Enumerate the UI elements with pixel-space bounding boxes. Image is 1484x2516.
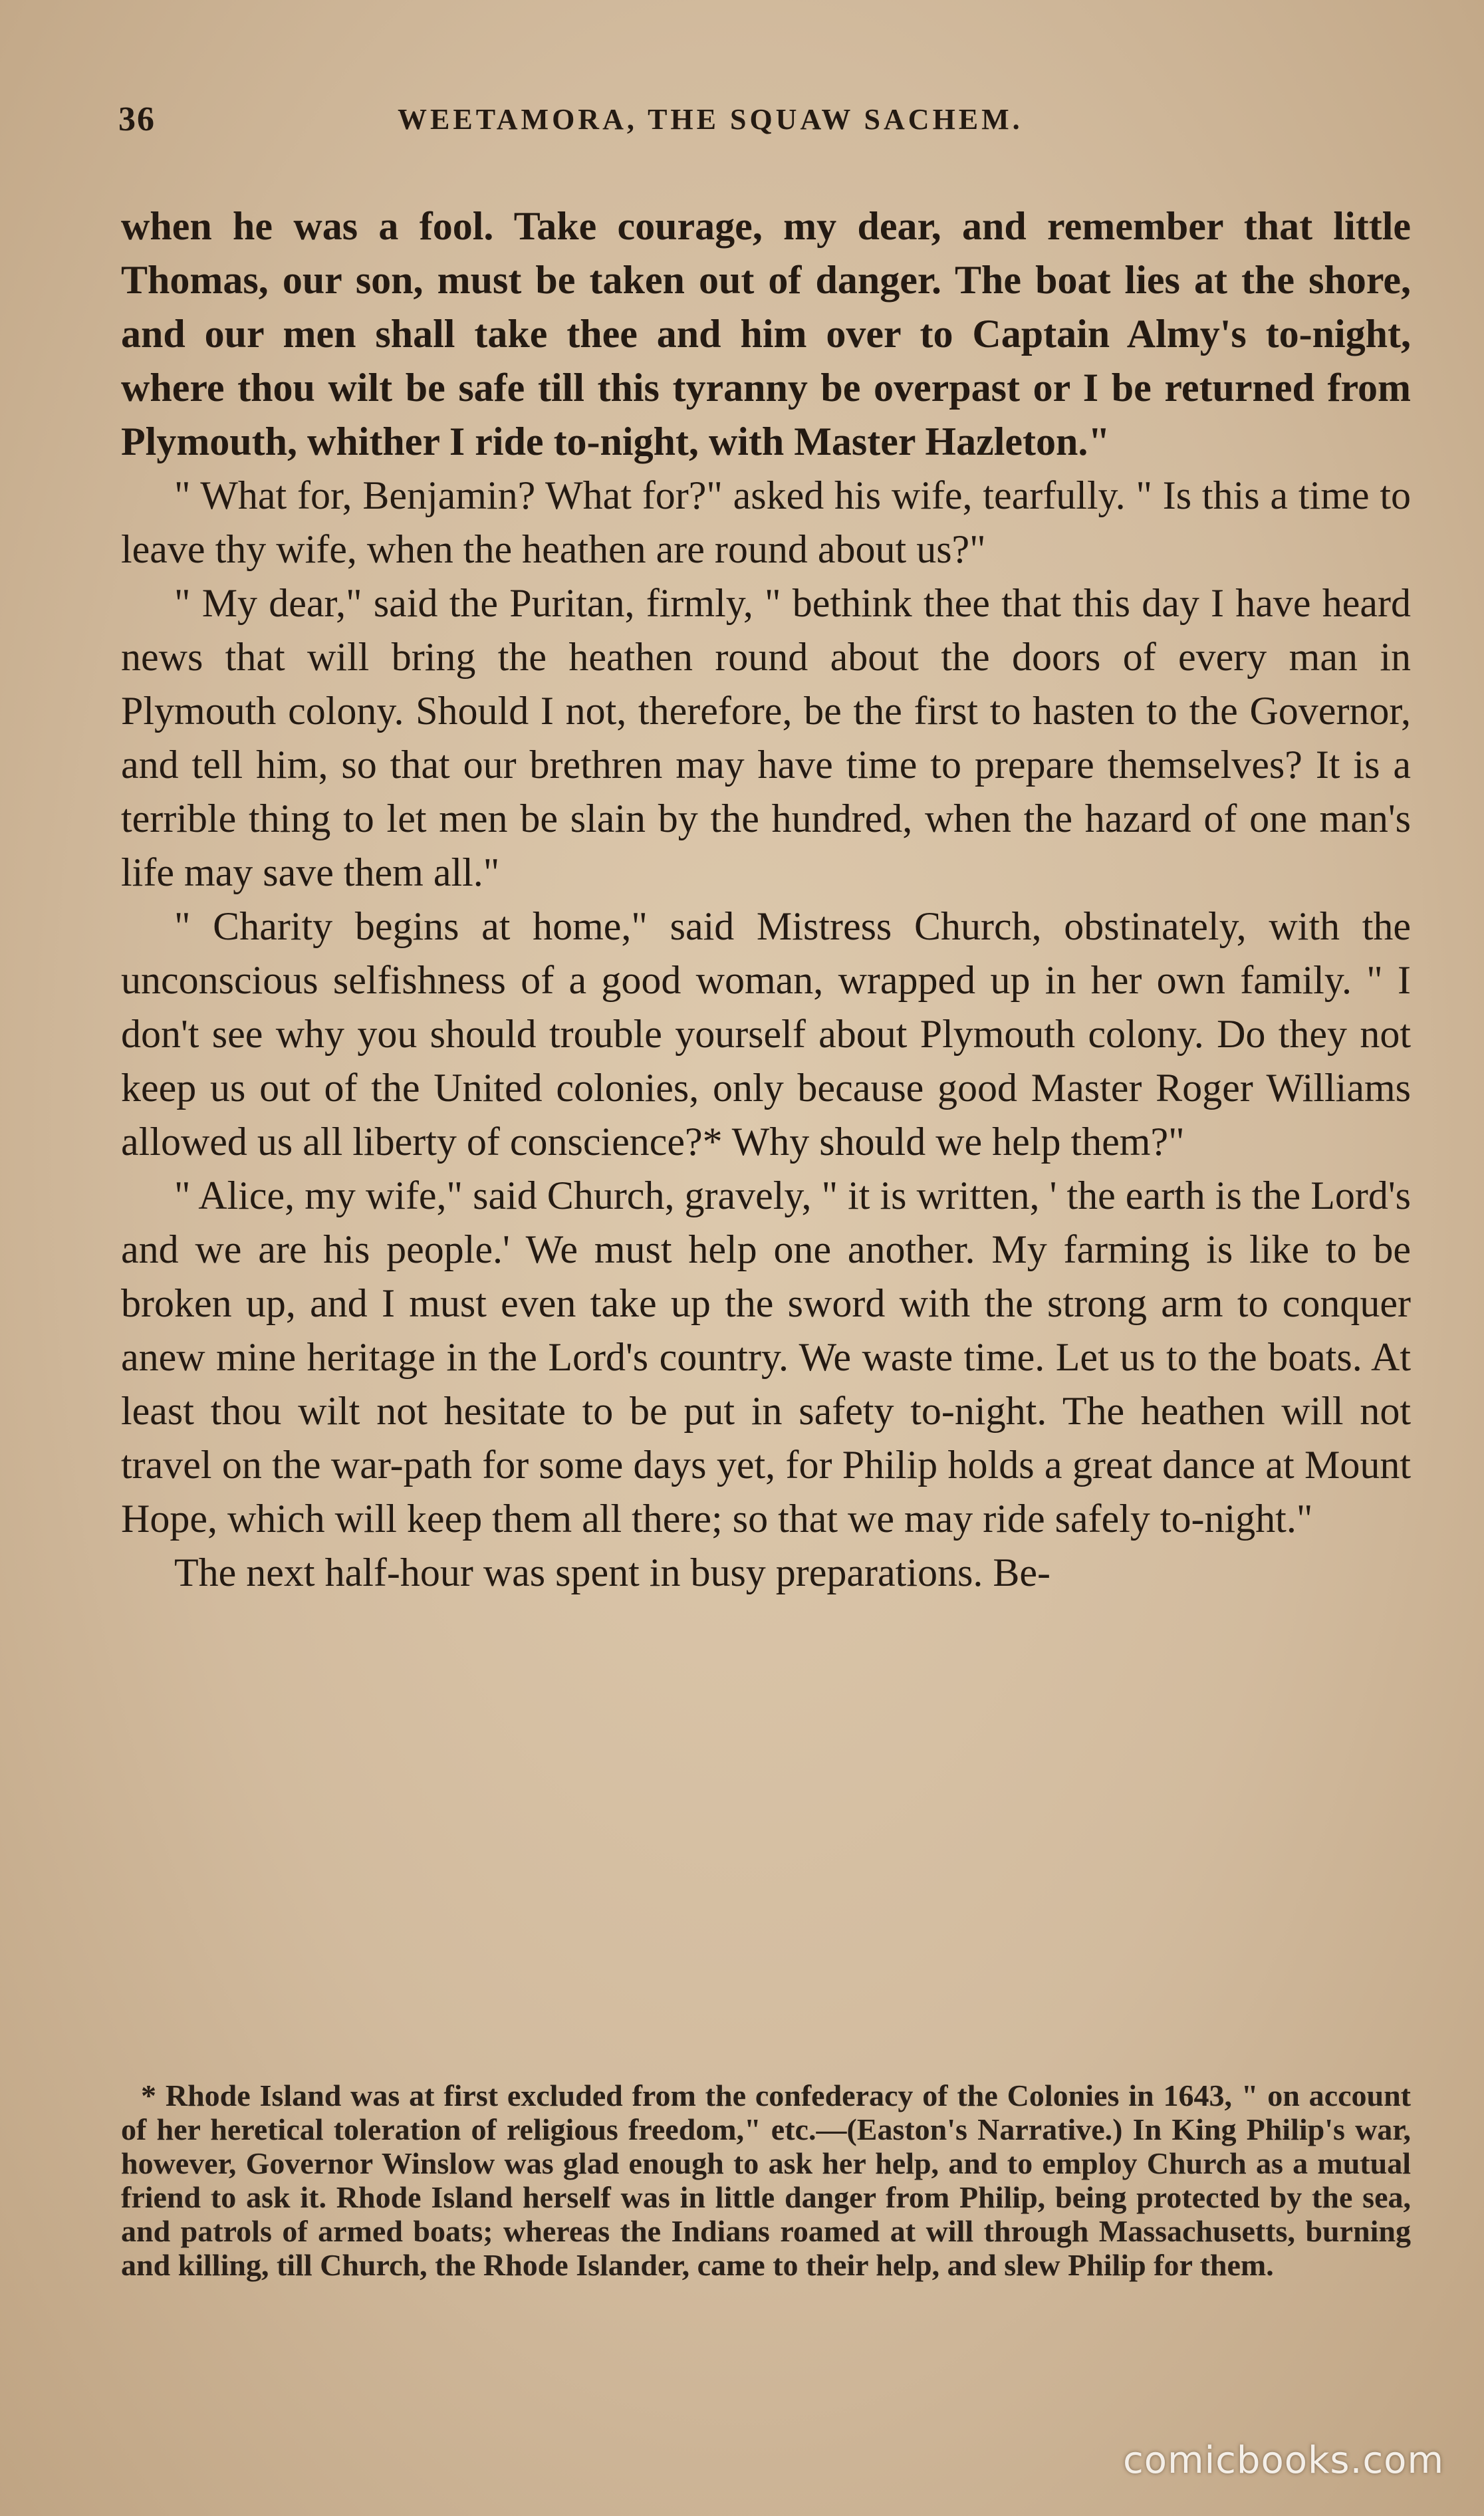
footnote-text: * Rhode Island was at first excluded from the confederacy of the Colonies in 1643, " on account of her heretical toleration of religious freedom," etc.—(Easton's Narrative.) In King Philip's war, however, Governor Winslow was glad enough to ask her help, and to employ Church as a mutual friend to ask it. Rhode Island herself was in little danger from Philip, being protected by the sea, and patrols of armed boats; whereas the Indians roamed at will through Massachusetts, burning and killing, till Church, the Rhode Islander, came to their help, and slew Philip for them.: [121, 2078, 1411, 2282]
footnote: [121, 2078, 1411, 2282]
page-header: [118, 100, 1410, 153]
running-head: WEETAMORA, THE SQUAW SACHEM.: [398, 103, 1023, 136]
paragraph: " My dear," said the Puritan, firmly, " bethink thee that this day I have heard news that will bring the heathen round about the doors of every man in Plymouth colony. Should I not, therefore, be the first to hasten to the Governor, and tell him, so that our brethren may have time to prepare themselves? It is a terrible thing to let men be slain by the hundred, when the hazard of one man's life may save them all.": [121, 581, 1411, 894]
body-text: [121, 199, 1411, 1600]
page-number: 36: [118, 100, 156, 138]
paragraph: " What for, Benjamin? What for?" asked his wife, tearfully. " Is this a time to leave thy wife, when the heathen are round about us?": [121, 473, 1411, 571]
paragraph: " Charity begins at home," said Mistress Church, obstinately, with the unconscious selfishness of a good woman, wrapped up in her own family. " I don't see why you should trouble yourself about Plymouth colony. Do they not keep us out of the United colonies, only because good Master Roger Williams allowed us all liberty of conscience?* Why should we help them?": [121, 904, 1411, 1164]
paragraph: The next half-hour was spent in busy preparations. Be-: [174, 1551, 1051, 1594]
watermark: comicbooks.com: [1122, 2439, 1444, 2482]
paragraph: " Alice, my wife," said Church, gravely, " it is written, ' the earth is the Lord's and we are his people.' We must help one another. My farming is like to be broken up, and I must even take up the sword with the strong arm to conquer anew mine heritage in the Lord's country. We waste time. Let us to the boats. At least thou wilt not hesitate to be put in safety to-night. The heathen will not travel on the war-path for some days yet, for Philip holds a great dance at Mount Hope, which will keep them all there; so that we may ride safely to-night.": [121, 1174, 1411, 1541]
paragraph: when he was a fool. Take courage, my dear, and remember that little Thomas, our son, must be taken out of danger. The boat lies at the shore, and our men shall take thee and him over to Captain Almy's to-night, where thou wilt be safe till this tyranny be overpast or I be returned from Plymouth, whither I ride to-night, with Master Hazleton.": [121, 204, 1411, 463]
